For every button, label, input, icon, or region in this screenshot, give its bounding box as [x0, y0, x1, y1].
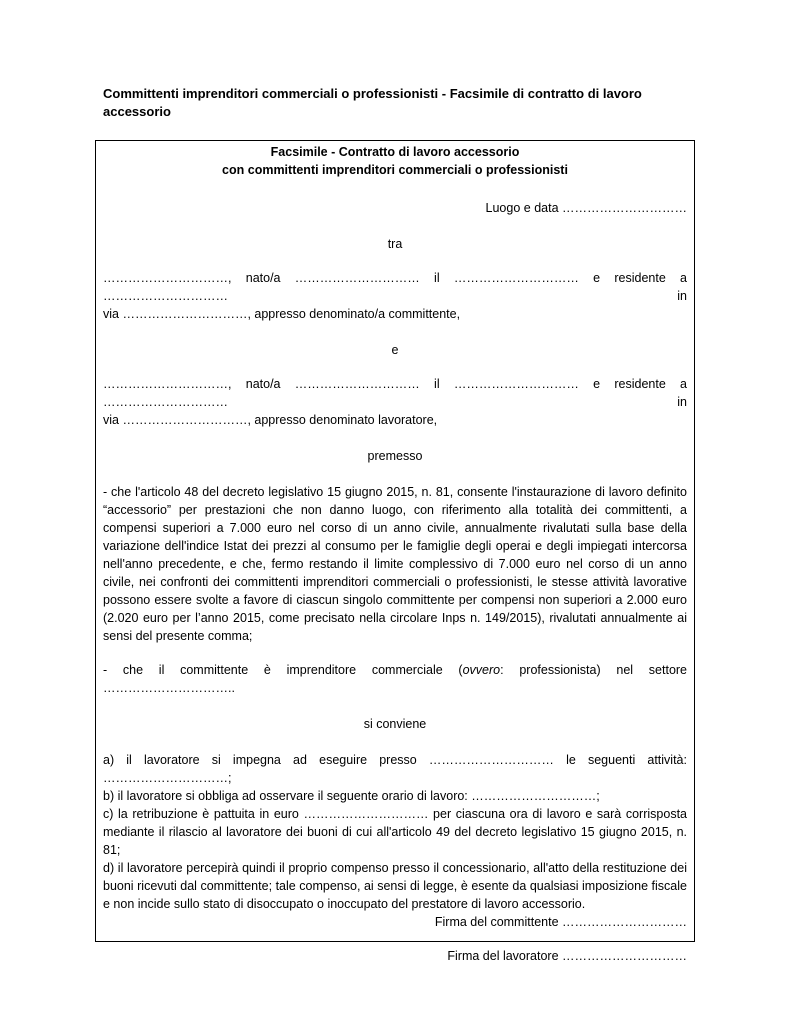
- party-worker-line-2: via …………………………, appresso denominato lavoratore,: [103, 413, 438, 427]
- between-label: tra: [387, 237, 403, 251]
- item-b: b) il lavoratore si obbliga ad osservare il seguente orario di lavoro: …………………………;: [103, 789, 600, 803]
- conjunction-label: e: [391, 343, 399, 357]
- contract-title: [103, 143, 687, 179]
- item-a-line-1: a) il lavoratore si impegna ad eseguire presso ………………………… le seguenti attività:: [103, 753, 687, 767]
- premise-2-after: : professionista) nel settore: [500, 663, 688, 677]
- premise-paragraph: - che l'articolo 48 del decreto legislativo 15 giugno 2015, n. 81, consente l'instaurazione di lavoro definito “accessorio” per prestazioni che non danno luogo, con riferimento alla totalità dei committenti, a compensi superiori a 7.000 euro nel corso di un anno civile, annualmente rivalutati sulla base della variazione dell'indice Istat dei prezzi al consumo per le famiglie degli operai e degli impiegati intercorsa nell'anno precedente, e che, fermo restando il limite complessivo di 7.000 euro nel corso di un anno civile, nei confronti dei committenti imprenditori commerciali o professionisti, le stesse attività lavorative possono essere svolte a favore di ciascun singolo committente per compensi non superiori a 2.000 euro (2.020 euro per l’anno 2015, come precisato nella circolare Inps n. 149/2015), rivalutati annualmente ai sensi del presente comma;: [103, 485, 687, 643]
- premise-2-italic: ovvero: [462, 663, 501, 677]
- contract-title-line-1: Facsimile - Contratto di lavoro accessorio: [270, 145, 520, 159]
- agreement-label: si conviene: [363, 717, 427, 731]
- premise-2-before: - che il committente è imprenditore commerciale (: [103, 663, 463, 677]
- party-worker-line-1: …………………………, nato/a ………………………… il ………………………… e residente a ………………………… in: [103, 377, 687, 409]
- party-client: [103, 269, 687, 323]
- party-worker: [103, 375, 687, 429]
- party-client-line-1: …………………………, nato/a ………………………… il ………………………… e residente a ………………………… in: [103, 271, 687, 303]
- premise-paragraph-2: [103, 661, 687, 697]
- place-date-line: Luogo e data …………………………: [485, 201, 687, 215]
- item-d: d) il lavoratore percepirà quindi il proprio compenso presso il concessionario, all'atto della restituzione dei buoni ricevuti dal committente; tale compenso, ai sensi di legge, è esente da qualsiasi imposizione fiscale e non incide sullo stato di disoccupato o inoccupato del prestatore di lavoro accessorio.: [103, 861, 687, 911]
- contract-title-line-2: con committenti imprenditori commerciali o professionisti: [222, 163, 568, 177]
- premise-label: premesso: [367, 449, 423, 463]
- party-client-line-2: via …………………………, appresso denominato/a committente,: [103, 307, 461, 321]
- page-heading: Committenti imprenditori commerciali o professionisti - Facsimile di contratto di lavoro accessorio: [103, 86, 642, 119]
- premise-2-line-1: [103, 661, 687, 679]
- premise-2-line-2: …………………………..: [103, 681, 235, 695]
- item-a-line-2: …………………………;: [103, 771, 232, 785]
- item-c: c) la retribuzione è pattuita in euro ………………………… per ciascuna ora di lavoro e sarà corrisposta mediante il rilascio al lavoratore dei buoni di cui all'articolo 49 del decreto legislativo 15 giugno 2015, n. 81;: [103, 807, 687, 857]
- signature-worker: Firma del lavoratore …………………………: [447, 949, 687, 963]
- contract-box: [95, 140, 695, 963]
- signature-client: Firma del committente …………………………: [434, 915, 687, 929]
- agreement-items: [103, 751, 687, 913]
